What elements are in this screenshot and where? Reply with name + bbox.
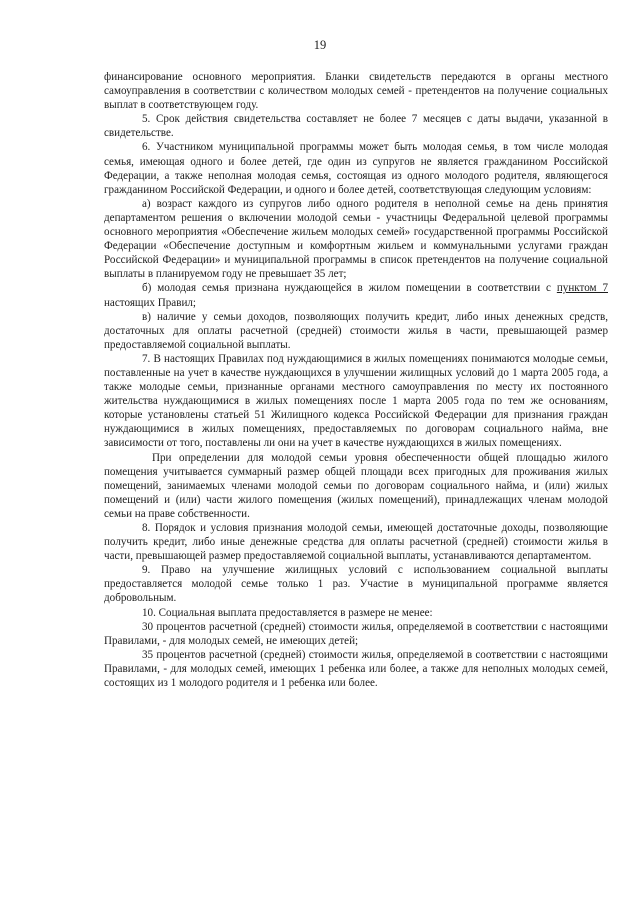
- paragraph-6b-after: настоящих Правил;: [104, 296, 196, 309]
- page-number: 19: [313, 38, 327, 52]
- pункт-7-link[interactable]: пунктом 7: [556, 282, 608, 295]
- paragraph-6a: а) возраст каждого из супругов либо одного родителя в неполной семье на день принятия департаментом решения о включении молодой семьи - участницы Федеральной целевой программы основного мероприятия «Обеспечение жильем молодых семей» государственной программы Российской Федерации «Обеспечение доступным и комфортным жильем и коммунальными услугами граждан Российской Федерации» и муниципальной программы в список претендентов на получение социальной выплаты в планируемом году не превышает 35 лет;: [104, 197, 608, 281]
- paragraph-8: 8. Порядок и условия признания молодой семьи, имеющей достаточные доходы, позволяющие получить кредит, либо иные денежные средства для оплаты расчетной (средней) стоимости жилья в части, превышающей размер предоставляемой социальной выплаты, устанавливаются департаментом.: [104, 522, 608, 563]
- paragraph-6b-before: б) молодая семья признана нуждающейся в жилом помещении в соответствии с: [142, 282, 557, 295]
- paragraph-10: 10. Социальная выплата предоставляется в размере не менее:: [142, 606, 433, 619]
- paragraph-continuation: финансирование основного мероприятия. Бланки свидетельств передаются в органы местного самоуправления в соответствии с количеством молодых семей - претендентов на получение социальных выплат в соответствующем году.: [104, 71, 608, 112]
- paragraph-10-item-30: 30 процентов расчетной (средней) стоимости жилья, определяемой в соответствии с настоящими Правилами, - для молодых семей, не имеющих детей;: [104, 620, 608, 647]
- paragraph-7: 7. В настоящих Правилах под нуждающимися в жилых помещениях понимаются молодые семьи, поставленные на учет в качестве нуждающихся в улучшении жилищных условий до 1 марта 2005 года, а также молодые семьи, признанные органами местного самоуправления по месту их постоянного жительства нуждающимися в жилых помещениях после 1 марта 2005 года по тем же основаниям, которые установлены статьей 51 Жилищного кодекса Российской Федерации для признания граждан нуждающимися в жилых помещениях, предоставляемых по договорам социального найма, вне зависимости от того, поставлены ли они на учет в качестве нуждающихся в жилых помещениях.: [104, 352, 608, 450]
- paragraph-6: 6. Участником муниципальной программы может быть молодая семья, в том числе молодая семья, имеющая одного и более детей, где один из супругов не является гражданином Российской Федерации, а также неполная молодая семья, состоящая из одного молодого родителя, являющегося гражданином Российской Федерации, и одного и более детей, соответствующая следующим условиям:: [104, 141, 608, 196]
- paragraph-6b: [104, 281, 608, 309]
- document-body: [104, 70, 608, 690]
- paragraph-6v: в) наличие у семьи доходов, позволяющих получить кредит, либо иных денежных средств, достаточных для оплаты расчетной (средней) стоимости жилья в части, превышающей размер предоставляемой социальной выплаты.: [104, 310, 608, 351]
- paragraph-7-continued: При определении для молодой семьи уровня обеспеченности общей площадью жилого помещения учитывается суммарный размер общей площади всех пригодных для проживания жилых помещений, занимаемых членами молодой семьи по договорам социального найма, и (или) жилых помещений и (или) части жилого помещения (жилых помещений), принадлежащих членам молодой семьи на праве собственности.: [104, 451, 608, 520]
- paragraph-9: 9. Право на улучшение жилищных условий с использованием социальной выплаты предоставляется молодой семье только 1 раз. Участие в муниципальной программе является добровольным.: [104, 564, 608, 605]
- paragraph-10-item-35: 35 процентов расчетной (средней) стоимости жилья, определяемой в соответствии с настоящими Правилами, - для молодых семей, имеющих 1 ребенка или более, а также для неполных молодых семей, состоящих из 1 молодого родителя и 1 ребенка или более.: [104, 648, 608, 690]
- paragraph-5: 5. Срок действия свидетельства составляет не более 7 месяцев с даты выдачи, указанной в свидетельстве.: [104, 113, 608, 140]
